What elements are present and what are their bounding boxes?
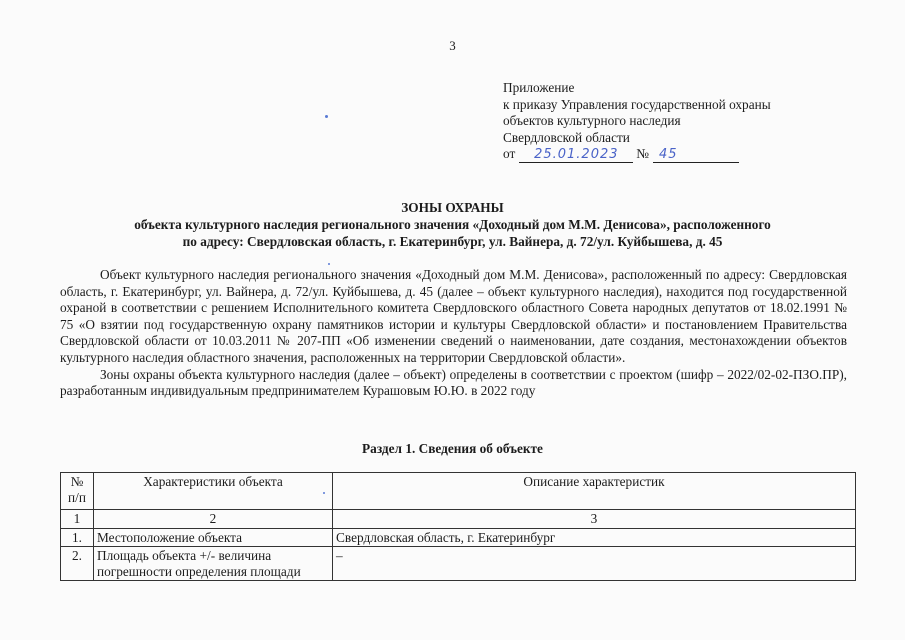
body-text: [60, 267, 847, 400]
order-date-number-row: [503, 146, 771, 163]
appendix-line-1: Приложение: [503, 80, 575, 95]
header-num: № п/п: [61, 473, 94, 510]
table-row: [61, 528, 856, 547]
appendix-line-2: к приказу Управления государственной охраны: [503, 96, 771, 112]
title-line-1: ЗОНЫ ОХРАНЫ: [401, 200, 504, 215]
row-description: –: [333, 547, 856, 581]
column-number-row: [61, 510, 856, 529]
appendix-line-4: Свердловской области: [503, 129, 630, 145]
paragraph-1: Объект культурного наследия регионального значения «Доходный дом М.М. Денисова», расположенный по адресу: Свердловская область, г. Екатеринбург, ул. Вайнера, д. 72/ул. Куйбышева, д. 45 (далее – объект культурного наследия), находится под государственной охраной в соответствии с решением Исполнительного комитета Свердловского областного Совета народных депутатов от 18.02.1991 № 75 «О взятии под государственную охрану памятников истории и культуры Свердловской области» и постановлением Правительства Свердловской области от 10.03.2011 № 207-ПП «Об изменении сведений о наименовании, дате создания, местонахождении объектов культурного наследия областного значения, расположенных на территории Свердловской области».: [60, 267, 847, 365]
document-title: [40, 199, 865, 250]
page-number: 3: [449, 38, 456, 53]
table-header-row: [61, 473, 856, 510]
row-num: 2.: [61, 547, 94, 581]
row-characteristic: Местоположение объекта: [94, 528, 333, 547]
header-characteristics: Характеристики объекта: [94, 473, 333, 510]
order-number-handwritten: 45: [653, 148, 739, 163]
header-description: Описание характеристик: [333, 473, 856, 510]
column-number: 2: [94, 510, 333, 529]
row-characteristic: Площадь объекта +/- величина погрешности определения площади: [94, 547, 333, 581]
title-line-2: объекта культурного наследия регионального значения «Доходный дом М.М. Денисова», расположенного: [134, 217, 771, 232]
appendix-line-3: объектов культурного наследия: [503, 113, 681, 128]
row-description: Свердловская область, г. Екатеринбург: [333, 528, 856, 547]
ink-speck: [323, 492, 325, 494]
number-label: №: [636, 146, 649, 161]
title-line-3: по адресу: Свердловская область, г. Екатеринбург, ул. Вайнера, д. 72/ул. Куйбышева, д. 45: [182, 234, 723, 249]
ink-speck: [328, 263, 330, 265]
date-prefix: от: [503, 146, 516, 161]
paragraph-2: Зоны охраны объекта культурного наследия (далее – объект) определены в соответствии с проектом (шифр – 2022/02-02-ПЗО.ПР), разработанным индивидуальным предпринимателем Курашовым Ю.Ю. в 2022 году: [60, 366, 847, 399]
column-number: 3: [333, 510, 856, 529]
row-num: 1.: [61, 528, 94, 547]
table-row: [61, 547, 856, 581]
ink-speck: [325, 115, 328, 118]
section-title: Раздел 1. Сведения об объекте: [362, 441, 543, 456]
order-date-handwritten: 25.01.2023: [519, 148, 633, 163]
appendix-block: [503, 80, 771, 163]
object-info-table: [60, 472, 856, 581]
column-number: 1: [61, 510, 94, 529]
